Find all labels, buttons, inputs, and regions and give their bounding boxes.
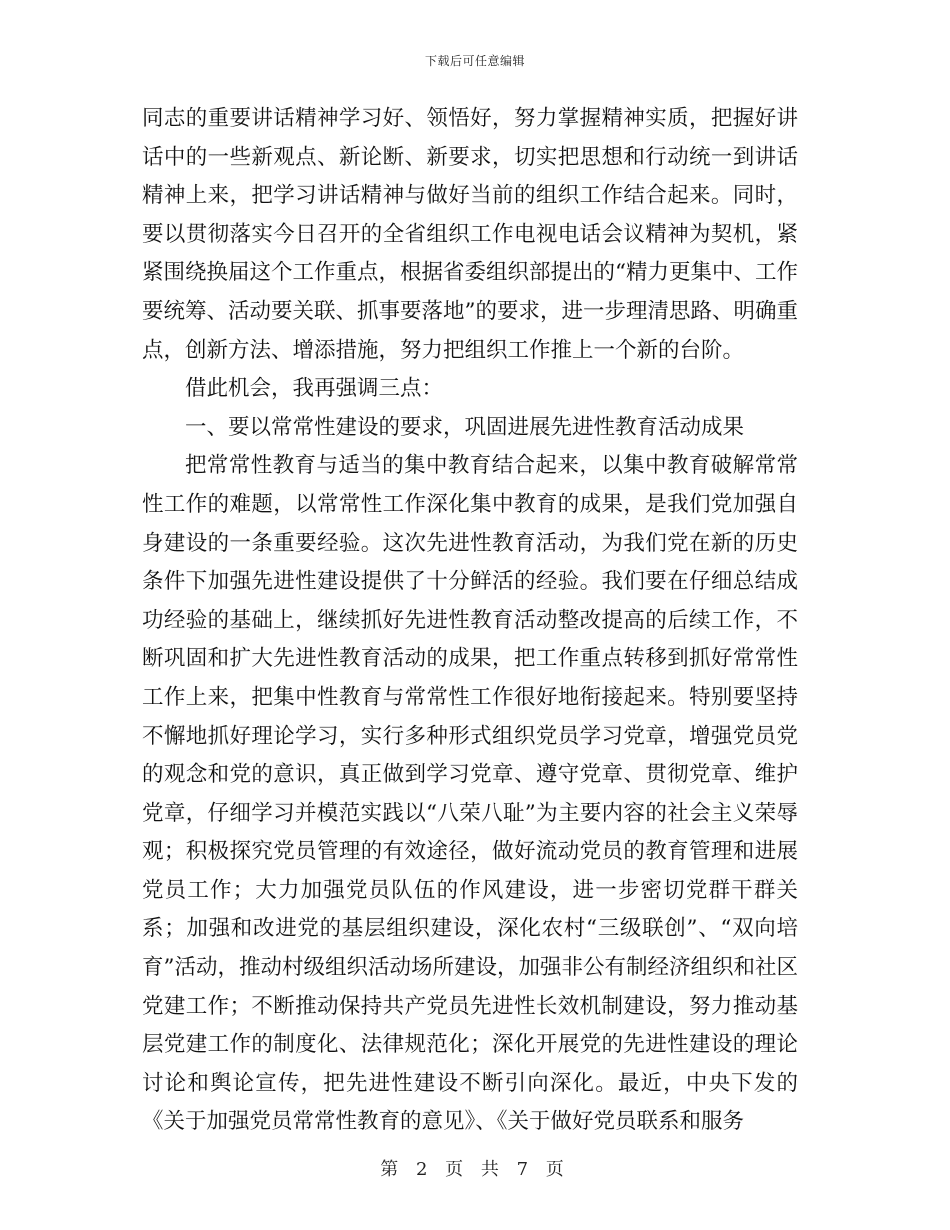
- body-paragraph: 借此机会，我再强调三点：: [185, 376, 444, 402]
- page-header: 下载后可任意编辑: [424, 54, 525, 68]
- document-body: [142, 100, 798, 1142]
- section-heading: 一、要以常常性建设的要求，巩固进展先进性教育活动成果: [185, 414, 745, 440]
- body-paragraph: 把常常性教育与适当的集中教育结合起来，以集中教育破解常常性工作的难题，以常常性工作深化集中教育的成果，是我们党加强自身建设的一条重要经验。这次先进性教育活动，为我们党在新的历史条件下加强先进性建设提供了十分鲜活的经验。我们要在仔细总结成功经验的基础上，继续抓好先进性教育活动整改提高的后续工作，不断巩固和扩大先进性教育活动的成果，把工作重点转移到抓好常常性工作上来，把集中性教育与常常性工作很好地衔接起来。特别要坚持不懈地抓好理论学习，实行多种形式组织党员学习党章，增强党员党的观念和党的意识，真正做到学习党章、遵守党章、贯彻党章、维护党章，仔细学习并模范实践以“八荣八耻”为主要内容的社会主义荣辱观；积极探究党员管理的有效途径，做好流动党员的教育管理和进展党员工作；大力加强党员队伍的作风建设，进一步密切党群干群关系；加强和改进党的基层组织建设，深化农村“三级联创”、“双向培育”活动，推动村级组织活动场所建设，加强非公有制经济组织和社区党建工作；不断推动保持共产党员先进性长效机制建设，努力推动基层党建工作的制度化、法律规范化；深化开展党的先进性建设的理论讨论和舆论宣传，把先进性建设不断引向深化。最近，中央下发的《关于加强党员常常性教育的意见》、《关于做好党员联系和服务: [142, 453, 798, 1135]
- page-number-footer: 第 2 页 共 7 页: [380, 1159, 570, 1180]
- body-paragraph: 同志的重要讲话精神学习好、领悟好，努力掌握精神实质，把握好讲话中的一些新观点、新论断、新要求，切实把思想和行动统一到讲话精神上来，把学习讲话精神与做好当前的组织工作结合起来。同时，要以贯彻落实今日召开的全省组织工作电视电话会议精神为契机，紧紧围绕换届这个工作重点，根据省委组织部提出的“精力更集中、工作要统筹、活动要关联、抓事要落地”的要求，进一步理清思路、明确重点，创新方法、增添措施，努力把组织工作推上一个新的台阶。: [142, 106, 798, 363]
